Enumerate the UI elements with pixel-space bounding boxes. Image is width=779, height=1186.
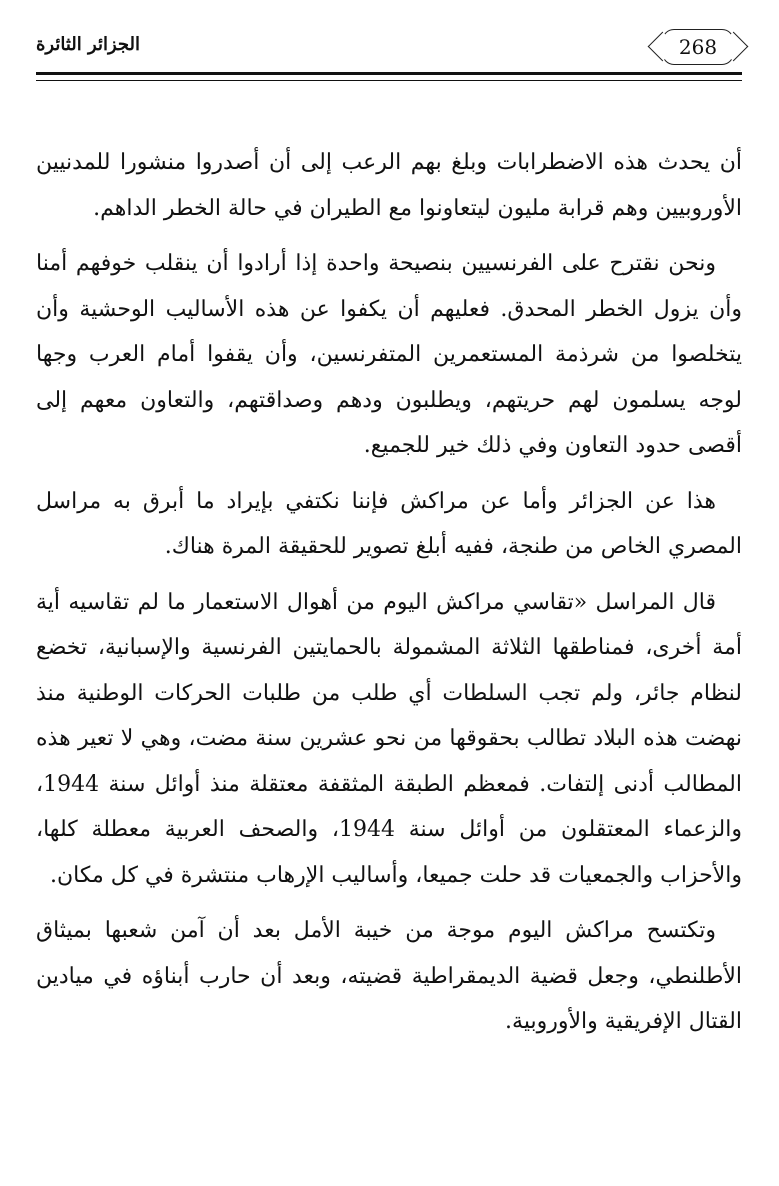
page-header (0, 0, 779, 90)
header-rule-thin (36, 80, 742, 81)
body-text (36, 140, 742, 1055)
paragraph: أن يحدث هذه الاضطرابات وبلغ بهم الرعب إلى أن أصدروا منشورا للمدنيين الأوروبيين وهم قرابة مليون ليتعاونوا مع الطيران في حالة الخطر الداهم. (36, 150, 742, 221)
running-title: الجزائر الثائرة (36, 34, 141, 55)
paragraph: ونحن نقترح على الفرنسيين بنصيحة واحدة إذا أرادوا أن ينقلب خوفهم أمنا وأن يزول الخطر المحدق. فعليهم أن يكفوا عن هذه الأساليب الوحشية وأن يتخلصوا من شرذمة المستعمرين المتفرنسين، وأن يقفوا أمام العرب وجها لوجه يسلمون لهم حريتهم، ويطلبون ودهم وصداقتهم، والتعاون معهم إلى أقصى حدود التعاون وفي ذلك خير للجميع. (36, 251, 743, 458)
paragraph: هذا عن الجزائر وأما عن مراكش فإننا نكتفي بإيراد ما أبرق به مراسل المصري الخاص من طنجة، ففيه أبلغ تصوير للحقيقة المرة هناك. (36, 488, 742, 559)
header-rule-thick (36, 72, 742, 75)
page-number-badge (662, 29, 734, 65)
paragraph: قال المراسل «تقاسي مراكش اليوم من أهوال الاستعمار ما لم تقاسيه أية أمة أخرى، فمناطقها الثلاثة المشمولة بالحمايتين الفرنسية والإسبانية، تخضع لنظام جائر، ولم تجب السلطات أي طلب من طلبات الحركات الوطنية منذ نهضت هذه البلاد تطالب بحقوقها من نحو عشرين سنة مضت، وهي لا تعير هذه المطالب أدنى إلتفات. فمعظم الطبقة المثقفة معتقلة منذ أوائل سنة 1944، والزعماء المعتقلون من أوائل سنة 1944، والصحف العربية معطلة كلها، والأحزاب والجمعيات قد حلت جميعا، وأساليب الإرهاب منتشرة في كل مكان. (36, 589, 742, 888)
paragraph: وتكتسح مراكش اليوم موجة من خيبة الأمل بعد أن آمن شعبها بميثاق الأطلنطي، وجعل قضية الديمقراطية قضيته، وبعد أن حارب أبناؤه في ميادين القتال الإفريقية والأوروبية. (36, 918, 742, 1034)
page-number: 268 (673, 35, 723, 59)
